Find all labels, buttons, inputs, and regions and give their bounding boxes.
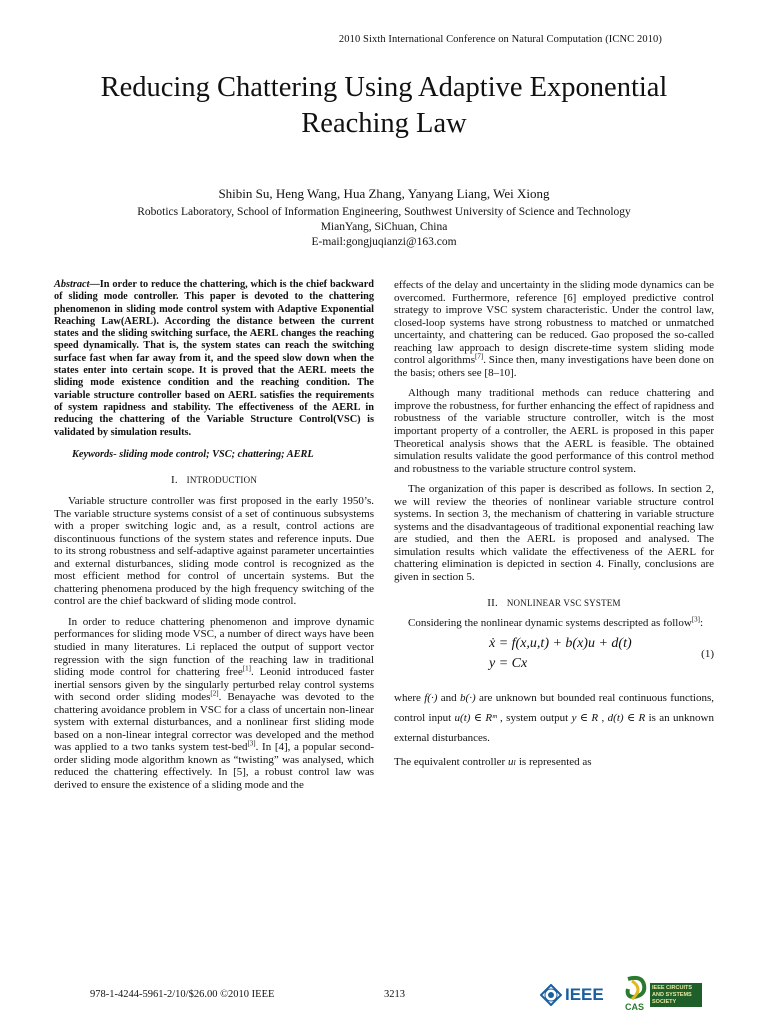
- ieee-logo: [540, 981, 604, 1009]
- text-span: is represented as: [516, 755, 592, 768]
- ieee-diamond-icon: [540, 984, 562, 1006]
- math-inline: u(t) ∈ Rᵐ: [454, 711, 497, 724]
- equation-line-2: y = Cx: [489, 655, 528, 671]
- text-span: where: [394, 691, 425, 704]
- text-span: . Since then, many investigations have been done on the basis; others see [8–10].: [394, 354, 714, 379]
- author-email: E-mail:gongjuqianzi@163.com: [311, 236, 457, 248]
- page-number: 3213: [384, 989, 405, 1000]
- intro-paragraph-4: The organization of this paper is described as follows. In section 2, we will review the theories of nonlinear variable structure control systems. In section 3, the mechanism of chattering in variable structure systems and the disadvantageous of traditional exponential reaching law are studied, and then the AERL is proposed and analysed. The simulation results which validate the effectiveness of the AERL for chattering elimination is depicted in section 4. Finally, conclusions are given in section 5.: [394, 483, 714, 584]
- left-column: [54, 279, 374, 800]
- abstract-lead: Abstract: [54, 279, 90, 290]
- text-span: In order to reduce chattering phenomenon and improve dynamic performances for sliding mode VSC, a number of direct ways have been studied in many literatures. Li replaced the output of support vector regression with the sign function of the reaching law in traditional sliding mode control for chattering free: [54, 615, 374, 679]
- svg-text:CAS: CAS: [625, 1002, 645, 1012]
- math-inline: y ∈ R: [571, 711, 599, 724]
- section-heading-nonlinear-vsc: [394, 597, 714, 610]
- text-span: :: [699, 617, 704, 630]
- system-paragraph-3: [394, 756, 714, 769]
- authors: Shibin Su, Heng Wang, Hua Zhang, Yanyang Liang, Wei Xiong: [218, 186, 550, 201]
- conference-header: 2010 Sixth International Conference on Natural Computation (ICNC 2010): [338, 34, 662, 45]
- affiliation-line: Robotics Laboratory, School of Information Engineering, Southwest University of Science and Technology: [137, 206, 631, 218]
- text-span: , system output: [496, 711, 572, 724]
- section-number: II.: [487, 596, 498, 609]
- citation: [7]: [475, 352, 484, 361]
- continued-paragraph: [394, 279, 714, 379]
- intro-paragraph-1: Variable structure controller was first proposed in the early 1950’s. The variable structure systems consist of a set of continuous subsystems with a proper switching logic and, as a result, control actions are discontinuous functions of the system states and reference inputs. Due to its strong robustness and self-adaptive against parameter uncertainties and external disturbances, sliding mode control is recognized as the most efficient method for control of uncertain systems. But the chattering phenomena produced by the high frequency switching of the control are the chief backward of sliding mode control.: [54, 494, 374, 608]
- title-line-1: Reducing Chattering Using Adaptive Exponential: [100, 72, 668, 103]
- text-span: ,: [598, 711, 608, 724]
- abstract: [54, 279, 374, 439]
- right-column: [394, 279, 715, 776]
- citation: [2]: [210, 689, 219, 698]
- ieee-logo-text: IEEE: [565, 985, 604, 1004]
- math-inline: d(t) ∈ R: [607, 711, 646, 724]
- intro-paragraph-2: [54, 616, 374, 792]
- affiliation-location: MianYang, SiChuan, China: [320, 221, 448, 233]
- citation: [1]: [242, 664, 251, 673]
- text-span: . In [4], a popular second-order sliding mode algorithm known as “twisting” was analysed, which reduced the chattering effectively. In [5], a robust control law was derived to ensure the existence of a sliding mode and the: [54, 741, 374, 791]
- cas-logo-icon: [622, 975, 650, 1013]
- keywords: Keywords- sliding mode control; VSC; chattering; AERL: [72, 448, 314, 460]
- system-paragraph-2: [394, 688, 714, 748]
- section-number: I.: [170, 474, 178, 487]
- math-inline: uₗ: [507, 755, 517, 768]
- footer-isbn: 978-1-4244-5961-2/10/$26.00 ©2010 IEEE: [90, 989, 275, 1000]
- citation: [3]: [691, 615, 700, 624]
- equation-1: [394, 635, 714, 680]
- math-inline: b(·): [460, 691, 476, 704]
- text-span: and: [437, 691, 461, 704]
- title-line-2: Reaching Law: [301, 108, 467, 139]
- equation-number: (1): [701, 647, 714, 660]
- society-logo: IEEE CIRCUITS AND SYSTEMS SOCIETY: [650, 983, 702, 1007]
- text-span: are unknown but bounded real continuous functions, control input: [394, 691, 714, 724]
- section-heading-introduction: [54, 474, 374, 487]
- section-title: NONLINEAR VSC SYSTEM: [506, 597, 621, 608]
- text-span: effects of the delay and uncertainty in the sliding mode dynamics can be overcomed. Furthermore, reference [6] employed predictive control strategy to improve VSC system characteristic. Under the control law, closed-loop systems have strong robustness to matched or unmatched uncertainty, and chattering can be reduced. Gao proposed the so-called reaching law approach to design discrete-time system sliding mode control algorithms: [394, 279, 714, 367]
- abstract-text: —In order to reduce the chattering, which is the chief backward of sliding mode controller. This paper is devoted to the chattering phenomenon in sliding mode control system with Adaptive Exponential Reaching Law(AERL). According the distance between the current states and the sliding switching surface, the AERL changes the reaching speed dynamically. That is, the system states can reach the switching surface fast when far away from it, and the speed slow down when the states enter into certain scope. It is proved that the AERL meets the sliding mode existence condition and the reaching condition. The variable structure controller based on AERL satisfies the requirements of system rapidness and stability. The effectiveness of the AERL in reducing the chattering of the Variable Structure Control(VSC) is validated by simulation results.: [54, 279, 374, 438]
- math-inline: f(·): [424, 691, 438, 704]
- paper-title: [0, 70, 768, 142]
- text-span: is an unknown external disturbances.: [394, 711, 715, 744]
- affiliation-block: [0, 205, 768, 250]
- text-span: . Benayache was devoted to the chattering avoidance problem in VSC for a class of uncertain non-linear system with external disturbances, and a nonlinear first sliding mode based on a non-linear integral corrector was developed and the method was applied to a two tanks system test-bed: [54, 691, 374, 754]
- system-paragraph-1: [394, 617, 714, 630]
- text-span: Considering the nonlinear dynamic systems descripted as follow: [408, 617, 692, 630]
- intro-paragraph-3: Although many traditional methods can reduce chattering and improve the robustness, for further enhancing the effect of rapidness and robustness of the variable structure controller, witch is the most important property of a controller, the AERL is proposed in this paper Theoretical analysis shows that the AERL is feasible. The obtained simulation results validate the good performance of this control method and robustness to the variable structure control system.: [394, 387, 714, 475]
- text-span: The equivalent controller: [394, 755, 508, 768]
- citation: [3]: [247, 739, 256, 748]
- text-span: . Leonid introduced faster inertial sensors given by the singularly perturbed relay control systems with second order sliding modes: [54, 666, 374, 704]
- section-title: INTRODUCTION: [186, 475, 258, 486]
- equation-line-1: ẋ = f(x,u,t) + b(x)u + d(t): [489, 635, 632, 651]
